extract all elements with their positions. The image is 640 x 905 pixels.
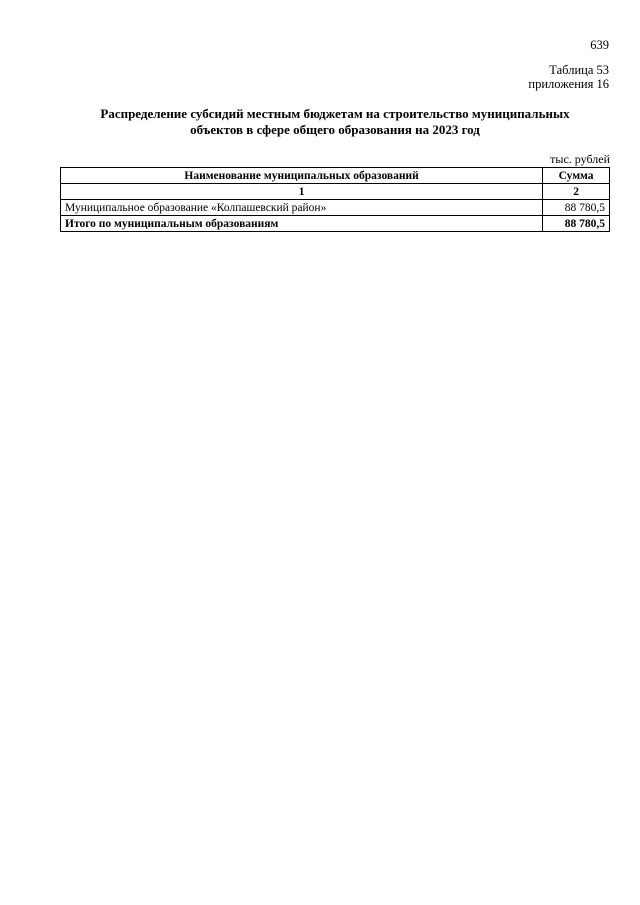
page-number: 639 xyxy=(590,38,609,52)
table-header-row xyxy=(61,168,610,184)
document-title-line-1: Распределение субсидий местным бюджетам на строительство муниципальных xyxy=(100,106,570,121)
column-number-name: 1 xyxy=(61,184,543,200)
total-name-cell: Итого по муниципальным образованиям xyxy=(61,216,543,232)
table-caption xyxy=(528,63,609,91)
table-caption-number: Таблица 53 xyxy=(549,63,609,77)
total-sum-cell: 88 780,5 xyxy=(543,216,610,232)
row-name-cell: Муниципальное образование «Колпашевский район» xyxy=(61,200,543,216)
unit-note: тыс. рублей xyxy=(550,152,610,166)
table-caption-appendix: приложения 16 xyxy=(528,77,609,91)
header-name: Наименование муниципальных образований xyxy=(61,168,543,184)
row-sum-cell: 88 780,5 xyxy=(543,200,610,216)
column-number-row xyxy=(61,184,610,200)
header-sum: Сумма xyxy=(543,168,610,184)
subsidy-table xyxy=(60,167,610,232)
document-title-line-2: объектов в сфере общего образования на 2023 год xyxy=(190,122,480,137)
document-title xyxy=(60,106,610,138)
table-row xyxy=(61,200,610,216)
total-row xyxy=(61,216,610,232)
column-number-sum: 2 xyxy=(543,184,610,200)
